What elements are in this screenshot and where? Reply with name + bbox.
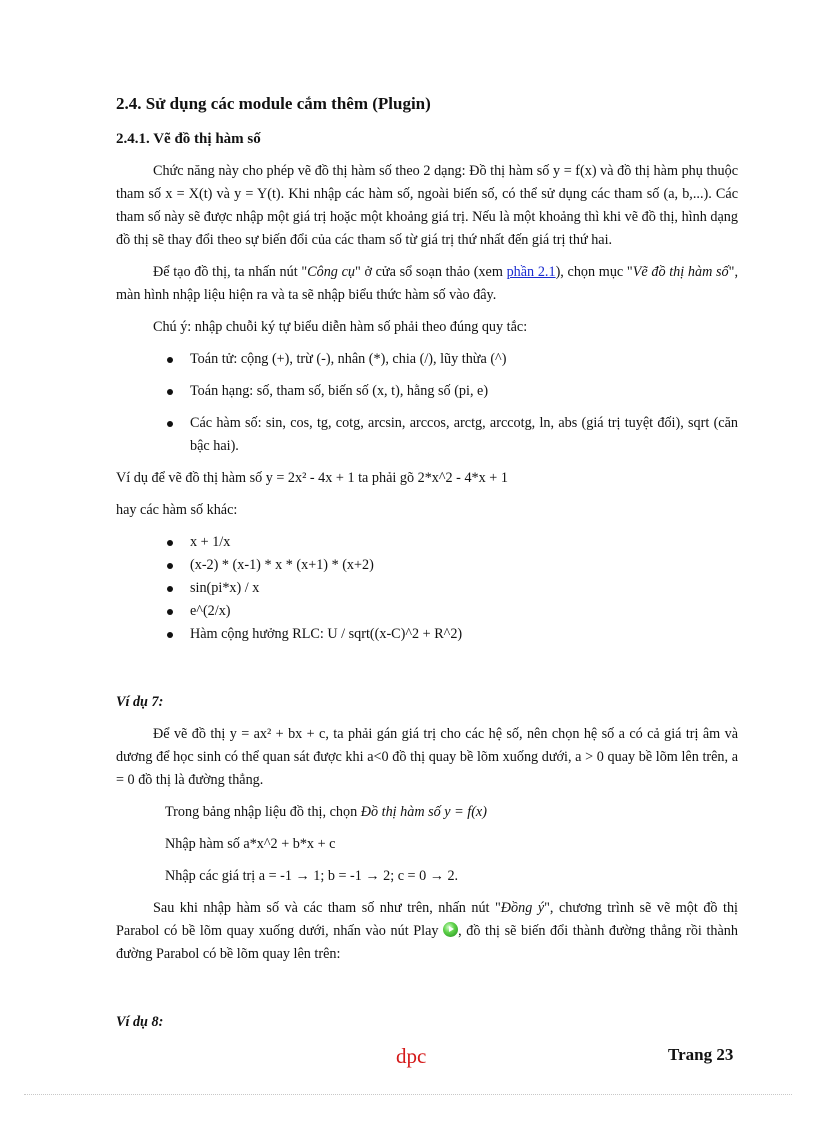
intro-paragraph: Chức năng này cho phép vẽ đồ thị hàm số theo 2 dạng: Đồ thị hàm số y = f(x) và đồ thị hàm phụ thuộc tham số x = X(t) và y = Y(t). Khi nhập các hàm số, ngoài biến số, có thể sử dụng các tham số (a, b,...). Các tham số này sẽ được nhập một giá trị hoặc một khoảng giá trị. Nếu là một khoảng thì khi vẽ đồ thị, hình dạng đồ thị sẽ thay đổi theo sự biến đổi của các tham số từ giá trị thứ nhất đến giá trị thứ hai. bbox=[116, 163, 738, 248]
ok-button-name: Đồng ý bbox=[500, 900, 545, 916]
subsection-heading: 2.4.1. Vẽ đồ thị hàm số bbox=[116, 131, 261, 147]
rules-list bbox=[116, 348, 738, 458]
tool-button-name: Công cụ bbox=[307, 264, 355, 280]
example-7-step-2: Nhập hàm số a*x^2 + b*x + c bbox=[165, 836, 336, 852]
section-heading: 2.4. Sử dụng các module cắm thêm (Plugin) bbox=[116, 94, 431, 113]
play-icon bbox=[443, 922, 458, 937]
document-body bbox=[116, 92, 738, 1034]
list-item: Toán tử: cộng (+), trừ (-), nhân (*), chia (/), lũy thừa (^) bbox=[116, 348, 738, 371]
menu-item-name: Vẽ đồ thị hàm số bbox=[632, 264, 729, 280]
list-item: sin(pi*x) / x bbox=[116, 577, 738, 600]
example-8-title: Ví dụ 8: bbox=[116, 1014, 164, 1030]
example-7-result: Sau khi nhập hàm số và các tham số như trên, nhấn nút "Đồng ý", chương trình sẽ vẽ một đồ thị Parabol có bề lõm quay xuống dưới, nhấn vào nút Play , đồ thị sẽ biến đổi thành đường thẳng rồi thành đường Parabol có bề lõm quay lên trên: bbox=[116, 900, 738, 962]
footer-label: dpc bbox=[396, 1044, 427, 1068]
page-number: Trang 23 bbox=[668, 1045, 734, 1064]
list-item: x + 1/x bbox=[116, 531, 738, 554]
list-item: (x-2) * (x-1) * x * (x+1) * (x+2) bbox=[116, 554, 738, 577]
functions-list bbox=[116, 531, 738, 646]
other-functions-intro: hay các hàm số khác: bbox=[116, 502, 238, 518]
example-7-step-1: Trong bảng nhập liệu đồ thị, chọn Đồ thị hàm số y = f(x) bbox=[165, 804, 487, 820]
create-graph-paragraph: Để tạo đồ thị, ta nhấn nút "Công cụ" ở cửa sổ soạn thảo (xem phần 2.1), chọn mục "Vẽ đồ thị hàm số", màn hình nhập liệu hiện ra và ta sẽ nhập biểu thức hàm số vào đây. bbox=[116, 264, 738, 303]
note-paragraph: Chú ý: nhập chuỗi ký tự biểu diễn hàm số phải theo đúng quy tắc: bbox=[153, 319, 528, 335]
example-paragraph: Ví dụ để vẽ đồ thị hàm số y = 2x² - 4x + 1 ta phải gõ 2*x^2 - 4*x + 1 bbox=[116, 470, 508, 486]
list-item: Hàm cộng hưởng RLC: U / sqrt((x-C)^2 + R^2) bbox=[116, 623, 738, 646]
list-item: Toán hạng: số, tham số, biến số (x, t), hằng số (pi, e) bbox=[116, 380, 738, 403]
section-2-1-link[interactable]: phần 2.1 bbox=[506, 264, 556, 280]
example-7-title: Ví dụ 7: bbox=[116, 694, 164, 710]
list-item: e^(2/x) bbox=[116, 600, 738, 623]
example-7-paragraph: Để vẽ đồ thị y = ax² + bx + c, ta phải gán giá trị cho các hệ số, nên chọn hệ số a có cả giá trị âm và dương để học sinh có thể quan sát được khi a<0 đồ thị quay bề lõm xuống dưới, a > 0 quay bề lõm lên trên, a = 0 đồ thị là đường thẳng. bbox=[116, 726, 738, 788]
example-7-step-3: Nhập các giá trị a = -1 → 1; b = -1 → 2; c = 0 → 2. bbox=[165, 868, 459, 884]
list-item: Các hàm số: sin, cos, tg, cotg, arcsin, arccos, arctg, arccotg, ln, abs (giá trị tuyệt đối), sqrt (căn bậc hai). bbox=[116, 412, 738, 458]
page-bottom-divider bbox=[24, 1094, 792, 1095]
